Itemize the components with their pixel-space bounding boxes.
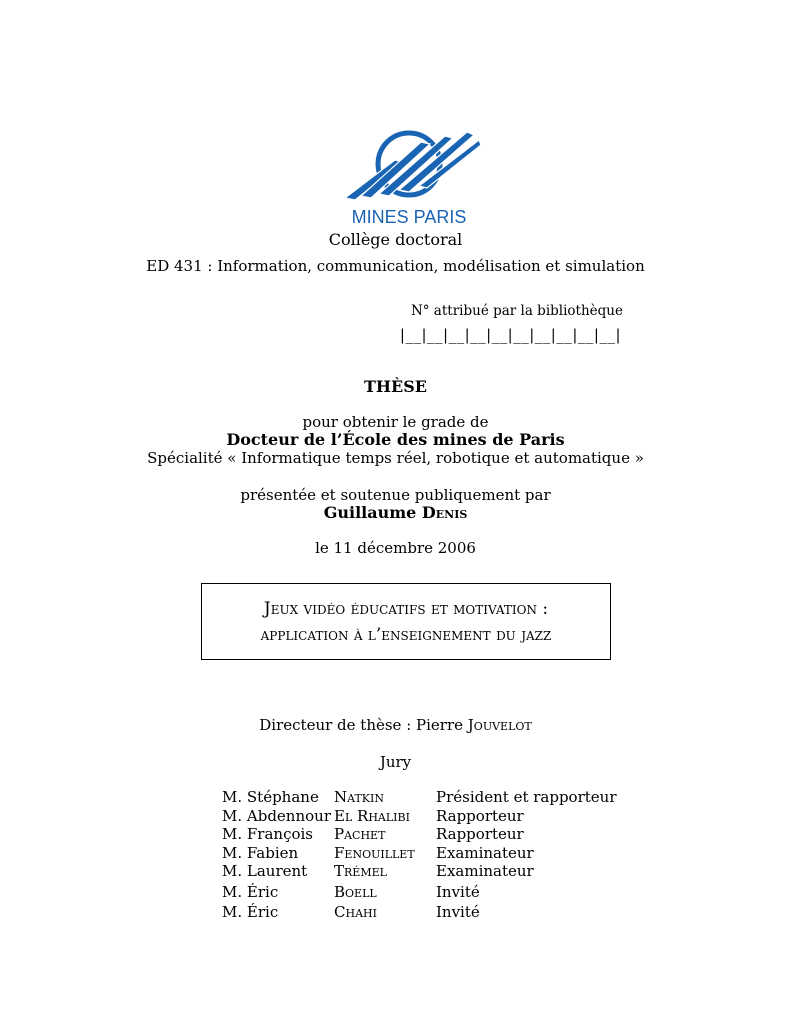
jury-role: Examinateur (436, 843, 534, 862)
jury-table (222, 788, 617, 922)
logo-text: MINES PARIS (351, 207, 467, 227)
thesis-title-line-1: Jeux vidéo éducatifs et motivation : (263, 598, 549, 619)
jury-row (222, 807, 617, 826)
defense-date: le 11 décembre 2006 (315, 539, 476, 557)
jury-row (222, 903, 617, 922)
jury-first-name: M. Stéphane (222, 788, 319, 806)
library-number-label: N° attribué par la bibliothèque (410, 303, 623, 319)
director-label: Directeur de thèse : Pierre (259, 716, 464, 734)
jury-last-name: Pachet (334, 825, 386, 843)
jury-first-name: M. Fabien (222, 843, 299, 862)
degree-title: Docteur de l’École des mines de Paris (226, 430, 565, 449)
mines-paris-logo (333, 128, 481, 230)
jury-last-name: Boell (334, 882, 377, 901)
jury-role: Examinateur (436, 862, 534, 880)
jury-first-name: M. François (222, 825, 314, 843)
jury-row (222, 825, 617, 844)
thesis-title-box (201, 583, 611, 660)
college-doctoral: Collège doctoral (328, 230, 463, 249)
jury-role: Invité (436, 882, 480, 901)
jury-row (222, 883, 617, 902)
doctoral-school: ED 431 : Information, communication, modélisation et simulation (146, 257, 645, 275)
logo-swooshes (345, 132, 481, 200)
jury-last-name: Chahi (334, 903, 377, 921)
jury-first-name: M. Laurent (222, 862, 308, 880)
jury-last-name: El Rhalibi (334, 806, 410, 825)
jury-first-name: M. Éric (222, 882, 279, 901)
thesis-director (0, 716, 791, 734)
jury-last-name: Natkin (334, 788, 384, 806)
jury-role: Rapporteur (436, 806, 524, 825)
author-name (0, 503, 791, 522)
jury-last-name: Trémel (334, 862, 387, 880)
author-last-name: Denis (421, 503, 468, 522)
jury-role: Rapporteur (436, 825, 524, 843)
jury-first-name: M. Éric (222, 903, 279, 921)
thesis-title-line-2: application à l’enseignement du jazz (260, 624, 552, 645)
library-number-slots: |__|__|__|__|__|__|__|__|__|__| (399, 326, 621, 344)
jury-last-name: Fenouillet (334, 843, 415, 862)
these-heading: THÈSE (364, 377, 427, 396)
speciality: Spécialité « Informatique temps réel, robotique et automatique » (147, 449, 644, 467)
director-last-name: Jouvelot (467, 716, 532, 734)
presented-by-text: présentée et soutenue publiquement par (240, 486, 551, 504)
author-first-name: Guillaume (323, 503, 417, 522)
jury-role: Invité (436, 903, 480, 921)
obtain-degree-text: pour obtenir le grade de (302, 413, 489, 431)
jury-row (222, 788, 617, 807)
jury-role: Président et rapporteur (436, 788, 617, 806)
jury-row (222, 844, 617, 863)
jury-row (222, 862, 617, 881)
jury-first-name: M. Abdennour (222, 806, 331, 825)
jury-heading: Jury (379, 753, 412, 771)
